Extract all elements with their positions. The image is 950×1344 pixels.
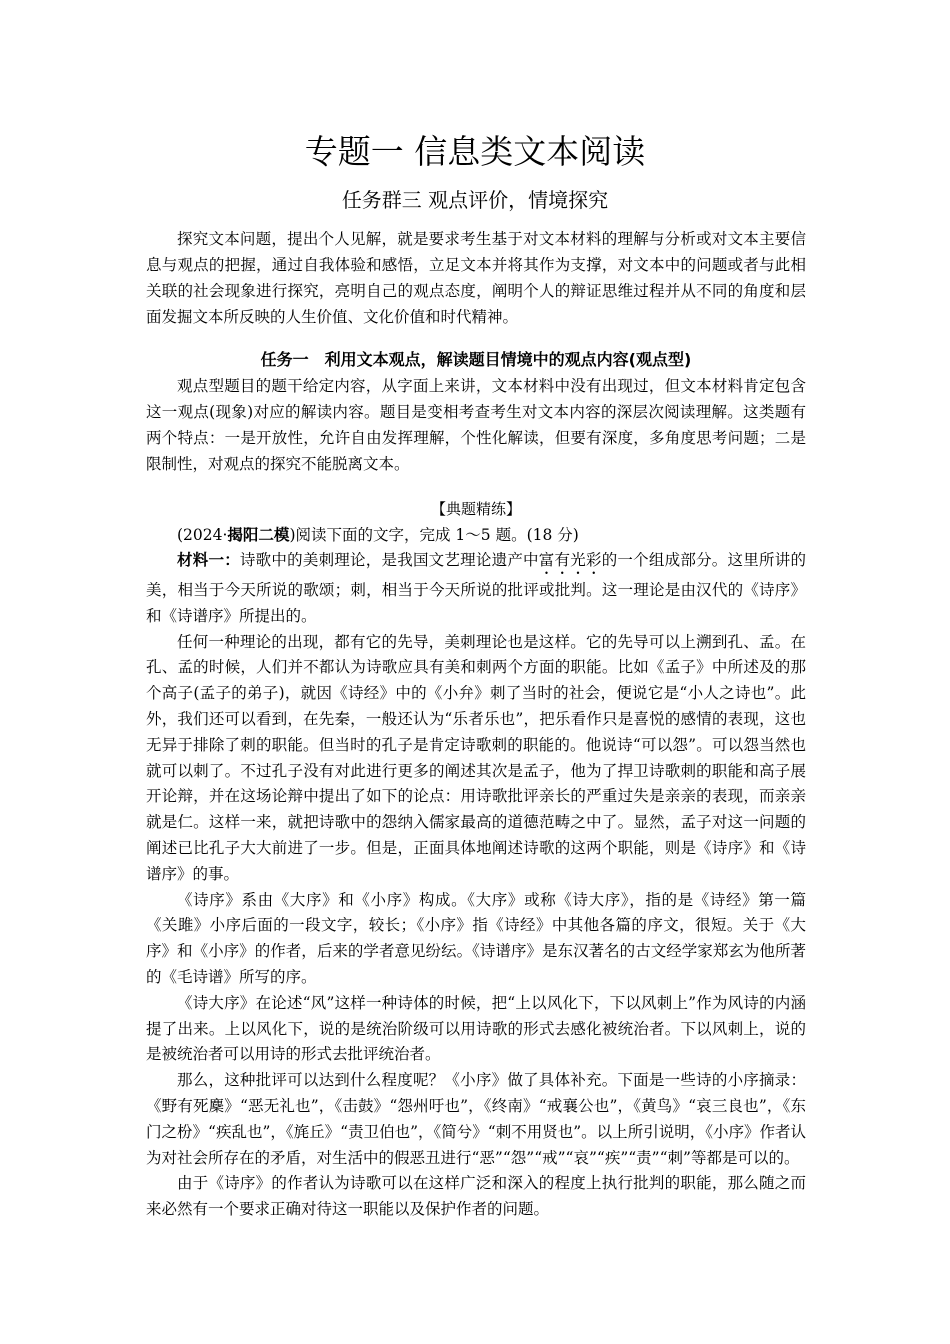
material1-paragraph-6: 由于《诗序》的作者认为诗歌可以在这样广泛和深入的程度上执行批判的职能，那么随之而来必然有一个要求正确对待这一职能以及保护作者的问题。 [146, 1174, 806, 1219]
material1-p1-emphasis: 富有光彩 [538, 551, 602, 569]
material1-paragraph-5: 那么，这种批评可以达到什么程度呢？《小序》做了具体补充。下面是一些诗的小序摘录：《野有死麇》“恶无礼也”，《击鼓》“怨州吁也”，《终南》“戒襄公也”，《黄鸟》“哀三良也”，《东门之枌》“疾乱也”，《旄丘》“责卫伯也”，《简兮》“刺不用贤也”。以上所引说明，《小序》作者认为对社会所存在的矛盾，对生活中的假恶丑进行“恶”“怨”“戒”“哀”“疾”“责”“刺”等都是可以的。 [146, 1071, 806, 1167]
task1-paragraph: 观点型题目的题干给定内容，从字面上来讲，文本材料中没有出现过，但文本材料肯定包含这一观点(现象)对应的解读内容。题目是变相考查考生对文本内容的深层次阅读理解。这类题有两个特点：一是开放性，允许自由发挥理解，个性化解读，但要有深度，多角度思考问题；二是限制性，对观点的探究不能脱离文本。 [146, 377, 806, 473]
source-suffix: )阅读下面的文字，完成 1～5 题。(18 分) [289, 526, 579, 544]
page-title: 专题一 信息类文本阅读 [304, 132, 646, 171]
exam-source-line [146, 523, 806, 547]
material1-p1-part-a: 诗歌中的美刺理论，是我国文艺理论遗产中 [239, 551, 539, 569]
material1-paragraph-1 [146, 547, 806, 630]
source-exam-name: 揭阳二模 [227, 525, 290, 544]
task1-section [146, 373, 806, 477]
task1-heading: 任务一 利用文本观点，解读题目情境中的观点内容(观点型) [260, 350, 692, 369]
intro-paragraph: 探究文本问题，提出个人见解，就是要求考生基于对文本材料的理解与分析或对文本主要信息与观点的把握，通过自我体验和感悟，立足文本并将其作为支撑，对文本中的问题或者与此相关联的社会现象进行探究，亮明自己的观点态度，阐明个人的辩证思维过程并从不同的角度和层面发掘文本所反映的人生价值、文化价值和时代精神。 [146, 230, 806, 326]
source-prefix: (2024· [177, 526, 228, 544]
material1-label: 材料一： [177, 550, 240, 569]
material1-section [146, 547, 806, 1223]
material1-paragraph-2: 任何一种理论的出现，都有它的先导，美刺理论也是这样。它的先导可以上溯到孔、孟。在孔、孟的时候，人们并不都认为诗歌应具有美和刺两个方面的职能。比如《孟子》中所述及的那个高子(孟子的弟子)，就因《诗经》中的《小弁》刺了当时的社会，便说它是“小人之诗也”。此外，我们还可以看到，在先秦，一般还认为“乐者乐也”，把乐看作只是喜悦的感情的表现，这也无异于排除了刺的职能。但当时的孔子是肯定诗歌刺的职能的。他说诗“可以怨”。可以怨当然也就可以刺了。不过孔子没有对此进行更多的阐述其次是孟子，他为了捍卫诗歌刺的职能和高子展开论辩，并在这场论辩中提出了如下的论点：用诗歌批评亲长的严重过失是亲亲的表现，而亲亲就是仁。这样一来，就把诗歌中的怨纳入儒家最高的道德范畴之中了。显然，孟子对这一问题的阐述已比孔子大大前进了一步。但是，正面具体地阐述诗歌的这两个职能，则是《诗序》和《诗谱序》的事。 [146, 632, 806, 883]
exam-heading: 【典题精练】 [430, 500, 521, 518]
page-subtitle: 任务群三 观点评价，情境探究 [341, 188, 609, 212]
intro-section [146, 226, 806, 330]
material1-paragraph-3: 《诗序》系由《大序》和《小序》构成。《大序》或称《诗大序》，指的是《诗经》第一篇《关雎》小序后面的一段文字，较长；《小序》指《诗经》中其他各篇的序文，很短。关于《大序》和《小序》的作者，后来的学者意见纷纭。《诗谱序》是东汉著名的古文经学家郑玄为他所著的《毛诗谱》所写的序。 [146, 890, 806, 986]
material1-paragraph-4: 《诗大序》在论述“风”这样一种诗体的时候，把“上以风化下，下以风刺上”作为风诗的内涵提了出来。上以风化下，说的是统治阶级可以用诗歌的形式去感化被统治者。下以风刺上，说的是被统治者可以用诗的形式去批评统治者。 [146, 993, 806, 1064]
material1-p1-part-b: 的一个组成部分。这里所讲的美，相当于今天所说的歌颂；刺，相当于今天所说的批评或批判。这一理论是由汉代的《诗序》和《诗谱序》所提出的。 [146, 551, 806, 625]
